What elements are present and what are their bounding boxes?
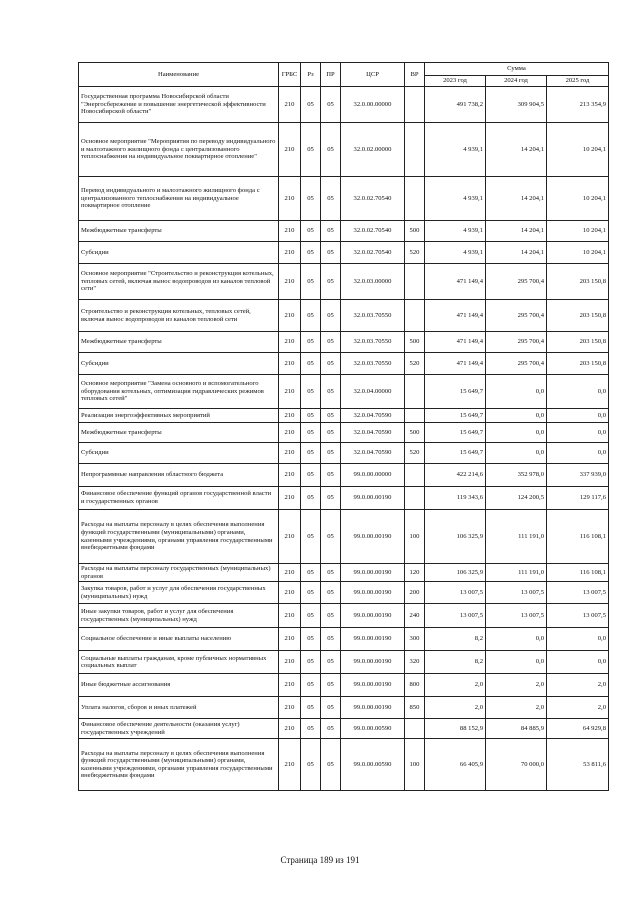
row-name: Государственная программа Новосибирской области "Энергосбережение и повышение энергетической эффективности Новосибирской области" xyxy=(79,87,279,123)
row-grbs: 210 xyxy=(279,582,301,604)
row-amount-2024: 295 700,4 xyxy=(486,264,547,300)
row-csr: 32.0.02.70540 xyxy=(341,177,405,221)
row-csr: 99.0.00.00190 xyxy=(341,510,405,564)
row-csr: 99.0.00.00190 xyxy=(341,564,405,582)
row-amount-2023: 13 007,5 xyxy=(425,604,486,628)
row-vr xyxy=(405,719,425,739)
row-name: Уплата налогов, сборов и иных платежей xyxy=(79,697,279,719)
row-grbs: 210 xyxy=(279,332,301,353)
row-amount-2024: 84 885,9 xyxy=(486,719,547,739)
row-grbs: 210 xyxy=(279,697,301,719)
row-vr: 300 xyxy=(405,628,425,651)
row-name: Социальные выплаты гражданам, кроме публичных нормативных социальных выплат xyxy=(79,651,279,674)
row-csr: 99.0.00.00190 xyxy=(341,697,405,719)
row-amount-2025: 10 204,1 xyxy=(547,177,609,221)
table-row xyxy=(79,123,609,177)
row-vr xyxy=(405,487,425,510)
table-row xyxy=(79,221,609,242)
row-pr: 05 xyxy=(321,375,341,409)
row-csr: 32.0.02.70540 xyxy=(341,242,405,264)
row-amount-2024: 0,0 xyxy=(486,443,547,464)
row-amount-2025: 203 150,8 xyxy=(547,300,609,332)
row-name: Непрограммные направления областного бюджета xyxy=(79,464,279,487)
row-csr: 99.0.00.00190 xyxy=(341,628,405,651)
row-amount-2023: 2,0 xyxy=(425,674,486,697)
row-amount-2025: 129 117,6 xyxy=(547,487,609,510)
row-rz: 05 xyxy=(301,697,321,719)
row-pr: 05 xyxy=(321,423,341,443)
row-vr: 520 xyxy=(405,353,425,375)
row-name: Межбюджетные трансферты xyxy=(79,332,279,353)
row-amount-2024: 2,0 xyxy=(486,697,547,719)
row-amount-2024: 111 191,0 xyxy=(486,510,547,564)
table-row xyxy=(79,487,609,510)
row-name: Финансовое обеспечение функций органов государственной власти и государственных органов xyxy=(79,487,279,510)
row-rz: 05 xyxy=(301,719,321,739)
row-pr: 05 xyxy=(321,242,341,264)
row-name: Иные закупки товаров, работ и услуг для обеспечения государственных (муниципальных) нужд xyxy=(79,604,279,628)
row-amount-2023: 471 149,4 xyxy=(425,353,486,375)
row-name: Социальное обеспечение и иные выплаты населению xyxy=(79,628,279,651)
row-vr xyxy=(405,464,425,487)
header-csr: ЦСР xyxy=(341,63,405,87)
header-name: Наименование xyxy=(79,63,279,87)
row-csr: 32.0.02.70540 xyxy=(341,221,405,242)
row-grbs: 210 xyxy=(279,604,301,628)
table-row xyxy=(79,719,609,739)
row-grbs: 210 xyxy=(279,651,301,674)
row-rz: 05 xyxy=(301,409,321,423)
row-grbs: 210 xyxy=(279,242,301,264)
row-amount-2025: 0,0 xyxy=(547,423,609,443)
row-grbs: 210 xyxy=(279,564,301,582)
row-rz: 05 xyxy=(301,651,321,674)
row-amount-2023: 2,0 xyxy=(425,697,486,719)
row-rz: 05 xyxy=(301,87,321,123)
row-amount-2024: 0,0 xyxy=(486,375,547,409)
row-grbs: 210 xyxy=(279,177,301,221)
row-pr: 05 xyxy=(321,487,341,510)
row-amount-2023: 15 649,7 xyxy=(425,409,486,423)
row-vr xyxy=(405,87,425,123)
header-year-2024: 2024 год xyxy=(486,76,547,87)
row-grbs: 210 xyxy=(279,409,301,423)
row-rz: 05 xyxy=(301,443,321,464)
row-name: Субсидии xyxy=(79,242,279,264)
row-vr: 120 xyxy=(405,564,425,582)
row-name: Расходы на выплаты персоналу в целях обеспечения выполнения функций государственными (муниципальными) органами, казенными учреждениями, органами управления государственными внебюджетными фондами xyxy=(79,739,279,791)
row-amount-2025: 10 204,1 xyxy=(547,221,609,242)
row-amount-2025: 116 108,1 xyxy=(547,564,609,582)
row-vr xyxy=(405,409,425,423)
row-pr: 05 xyxy=(321,628,341,651)
row-grbs: 210 xyxy=(279,674,301,697)
row-rz: 05 xyxy=(301,177,321,221)
row-amount-2025: 2,0 xyxy=(547,697,609,719)
row-name: Финансовое обеспечение деятельности (оказания услуг) государственных учреждений xyxy=(79,719,279,739)
row-grbs: 210 xyxy=(279,487,301,510)
row-rz: 05 xyxy=(301,510,321,564)
row-rz: 05 xyxy=(301,300,321,332)
row-pr: 05 xyxy=(321,564,341,582)
row-vr xyxy=(405,177,425,221)
row-name: Основное мероприятие "Мероприятия по переводу индивидуального и малоэтажного жилищного фонда с централизованного теплоснабжения на индивидуальное поквартирное отопление" xyxy=(79,123,279,177)
row-amount-2025: 203 150,8 xyxy=(547,264,609,300)
row-amount-2024: 309 904,5 xyxy=(486,87,547,123)
row-amount-2025: 203 150,8 xyxy=(547,332,609,353)
row-grbs: 210 xyxy=(279,628,301,651)
row-csr: 32.0.03.70550 xyxy=(341,353,405,375)
row-vr: 520 xyxy=(405,443,425,464)
row-amount-2023: 4 939,1 xyxy=(425,123,486,177)
row-csr: 32.0.04.70590 xyxy=(341,443,405,464)
row-grbs: 210 xyxy=(279,719,301,739)
row-name: Расходы на выплаты персоналу в целях обеспечения выполнения функций государственными (муниципальными) органами, казенными учреждениями, органами управления государственными внебюджетными фондами xyxy=(79,510,279,564)
row-amount-2025: 0,0 xyxy=(547,375,609,409)
table-row xyxy=(79,697,609,719)
row-vr xyxy=(405,123,425,177)
row-amount-2024: 70 000,0 xyxy=(486,739,547,791)
row-rz: 05 xyxy=(301,739,321,791)
row-rz: 05 xyxy=(301,582,321,604)
row-csr: 99.0.00.00190 xyxy=(341,582,405,604)
row-csr: 32.0.04.70590 xyxy=(341,423,405,443)
row-amount-2023: 4 939,1 xyxy=(425,221,486,242)
row-rz: 05 xyxy=(301,123,321,177)
row-amount-2025: 10 204,1 xyxy=(547,123,609,177)
header-sum: Сумма xyxy=(425,63,609,76)
row-rz: 05 xyxy=(301,564,321,582)
row-vr: 800 xyxy=(405,674,425,697)
row-amount-2024: 13 007,5 xyxy=(486,604,547,628)
row-name: Закупка товаров, работ и услуг для обеспечения государственных (муниципальных) нужд xyxy=(79,582,279,604)
table-row xyxy=(79,582,609,604)
row-grbs: 210 xyxy=(279,510,301,564)
row-rz: 05 xyxy=(301,221,321,242)
row-amount-2025: 13 007,5 xyxy=(547,582,609,604)
row-rz: 05 xyxy=(301,264,321,300)
row-amount-2024: 0,0 xyxy=(486,423,547,443)
row-name: Реализация энергоэффективных мероприятий xyxy=(79,409,279,423)
row-amount-2025: 213 354,9 xyxy=(547,87,609,123)
row-amount-2025: 64 929,8 xyxy=(547,719,609,739)
row-amount-2025: 10 204,1 xyxy=(547,242,609,264)
row-vr: 520 xyxy=(405,242,425,264)
row-name: Основное мероприятие "Строительство и реконструкция котельных, тепловых сетей, включая вынос водопроводов из каналов тепловой сети" xyxy=(79,264,279,300)
row-grbs: 210 xyxy=(279,300,301,332)
table-row xyxy=(79,464,609,487)
header-year-2023: 2023 год xyxy=(425,76,486,87)
row-pr: 05 xyxy=(321,300,341,332)
row-rz: 05 xyxy=(301,604,321,628)
table-row xyxy=(79,87,609,123)
row-vr: 320 xyxy=(405,651,425,674)
row-amount-2024: 295 700,4 xyxy=(486,300,547,332)
row-amount-2024: 124 200,5 xyxy=(486,487,547,510)
row-name: Перевод индивидуального и малоэтажного жилищного фонда с централизованного теплоснабжения на индивидуальное поквартирное отопление xyxy=(79,177,279,221)
row-amount-2024: 13 007,5 xyxy=(486,582,547,604)
row-grbs: 210 xyxy=(279,375,301,409)
row-amount-2023: 66 405,9 xyxy=(425,739,486,791)
row-rz: 05 xyxy=(301,628,321,651)
row-csr: 99.0.00.00190 xyxy=(341,604,405,628)
row-name: Основное мероприятие "Замена основного и вспомогательного оборудования котельных, оптимизация гидравлических режимов тепловых сетей" xyxy=(79,375,279,409)
row-amount-2024: 14 204,1 xyxy=(486,242,547,264)
row-amount-2023: 4 939,1 xyxy=(425,242,486,264)
row-vr: 500 xyxy=(405,332,425,353)
row-pr: 05 xyxy=(321,332,341,353)
table-row xyxy=(79,242,609,264)
table-row xyxy=(79,564,609,582)
row-grbs: 210 xyxy=(279,264,301,300)
row-pr: 05 xyxy=(321,651,341,674)
row-amount-2024: 352 978,0 xyxy=(486,464,547,487)
row-pr: 05 xyxy=(321,177,341,221)
row-name: Межбюджетные трансферты xyxy=(79,423,279,443)
row-csr: 99.0.00.00590 xyxy=(341,719,405,739)
row-grbs: 210 xyxy=(279,443,301,464)
row-amount-2025: 53 811,6 xyxy=(547,739,609,791)
row-amount-2023: 106 325,9 xyxy=(425,564,486,582)
row-csr: 99.0.00.00190 xyxy=(341,651,405,674)
row-rz: 05 xyxy=(301,375,321,409)
table-row xyxy=(79,443,609,464)
row-amount-2023: 106 325,9 xyxy=(425,510,486,564)
row-amount-2024: 14 204,1 xyxy=(486,177,547,221)
row-grbs: 210 xyxy=(279,739,301,791)
row-amount-2023: 422 214,6 xyxy=(425,464,486,487)
row-pr: 05 xyxy=(321,604,341,628)
row-csr: 32.0.00.00000 xyxy=(341,87,405,123)
row-amount-2023: 15 649,7 xyxy=(425,443,486,464)
row-pr: 05 xyxy=(321,674,341,697)
table-row xyxy=(79,628,609,651)
table-row xyxy=(79,651,609,674)
row-pr: 05 xyxy=(321,409,341,423)
row-pr: 05 xyxy=(321,739,341,791)
row-grbs: 210 xyxy=(279,87,301,123)
row-amount-2025: 2,0 xyxy=(547,674,609,697)
row-csr: 99.0.00.00190 xyxy=(341,487,405,510)
row-pr: 05 xyxy=(321,510,341,564)
row-amount-2024: 0,0 xyxy=(486,628,547,651)
row-pr: 05 xyxy=(321,264,341,300)
row-amount-2024: 2,0 xyxy=(486,674,547,697)
header-vr: ВР xyxy=(405,63,425,87)
row-amount-2025: 337 939,0 xyxy=(547,464,609,487)
row-rz: 05 xyxy=(301,487,321,510)
table-row xyxy=(79,375,609,409)
row-grbs: 210 xyxy=(279,123,301,177)
row-vr: 100 xyxy=(405,510,425,564)
row-amount-2025: 0,0 xyxy=(547,443,609,464)
row-amount-2023: 8,2 xyxy=(425,628,486,651)
row-grbs: 210 xyxy=(279,353,301,375)
table-row xyxy=(79,300,609,332)
row-vr xyxy=(405,375,425,409)
row-pr: 05 xyxy=(321,443,341,464)
table-row xyxy=(79,604,609,628)
row-amount-2023: 8,2 xyxy=(425,651,486,674)
row-amount-2023: 471 149,4 xyxy=(425,264,486,300)
row-amount-2025: 0,0 xyxy=(547,409,609,423)
header-rz: Рз xyxy=(301,63,321,87)
row-rz: 05 xyxy=(301,464,321,487)
row-amount-2024: 295 700,4 xyxy=(486,332,547,353)
header-pr: ПР xyxy=(321,63,341,87)
table-row xyxy=(79,177,609,221)
row-csr: 99.0.00.00590 xyxy=(341,739,405,791)
budget-table xyxy=(78,62,609,791)
row-csr: 32.0.03.00000 xyxy=(341,264,405,300)
row-amount-2024: 111 191,0 xyxy=(486,564,547,582)
row-rz: 05 xyxy=(301,242,321,264)
row-name: Субсидии xyxy=(79,353,279,375)
table-body xyxy=(79,87,609,791)
row-csr: 99.0.00.00190 xyxy=(341,674,405,697)
row-csr: 32.0.02.00000 xyxy=(341,123,405,177)
row-pr: 05 xyxy=(321,123,341,177)
row-amount-2025: 0,0 xyxy=(547,628,609,651)
row-pr: 05 xyxy=(321,697,341,719)
table-row xyxy=(79,353,609,375)
row-amount-2023: 15 649,7 xyxy=(425,423,486,443)
row-amount-2025: 116 108,1 xyxy=(547,510,609,564)
row-grbs: 210 xyxy=(279,423,301,443)
table-row xyxy=(79,409,609,423)
row-amount-2025: 13 007,5 xyxy=(547,604,609,628)
row-amount-2024: 0,0 xyxy=(486,651,547,674)
row-amount-2024: 295 700,4 xyxy=(486,353,547,375)
header-year-2025: 2025 год xyxy=(547,76,609,87)
row-csr: 32.0.04.70590 xyxy=(341,409,405,423)
row-pr: 05 xyxy=(321,221,341,242)
row-pr: 05 xyxy=(321,353,341,375)
row-name: Субсидии xyxy=(79,443,279,464)
row-amount-2023: 13 007,5 xyxy=(425,582,486,604)
row-grbs: 210 xyxy=(279,221,301,242)
page-number: Страница 189 из 191 xyxy=(280,855,360,865)
row-pr: 05 xyxy=(321,582,341,604)
row-pr: 05 xyxy=(321,87,341,123)
row-amount-2024: 14 204,1 xyxy=(486,221,547,242)
row-vr: 500 xyxy=(405,423,425,443)
row-pr: 05 xyxy=(321,464,341,487)
row-vr: 850 xyxy=(405,697,425,719)
row-csr: 99.0.00.00000 xyxy=(341,464,405,487)
row-name: Расходы на выплаты персоналу государственных (муниципальных) органов xyxy=(79,564,279,582)
row-pr: 05 xyxy=(321,719,341,739)
row-amount-2025: 203 150,8 xyxy=(547,353,609,375)
row-rz: 05 xyxy=(301,353,321,375)
table-row xyxy=(79,423,609,443)
row-vr: 500 xyxy=(405,221,425,242)
header-grbs: ГРБС xyxy=(279,63,301,87)
row-amount-2023: 491 738,2 xyxy=(425,87,486,123)
row-csr: 32.0.03.70550 xyxy=(341,300,405,332)
row-amount-2025: 0,0 xyxy=(547,651,609,674)
row-amount-2023: 471 149,4 xyxy=(425,300,486,332)
row-name: Межбюджетные трансферты xyxy=(79,221,279,242)
row-amount-2023: 4 939,1 xyxy=(425,177,486,221)
table-row xyxy=(79,264,609,300)
row-amount-2023: 88 152,9 xyxy=(425,719,486,739)
table-row xyxy=(79,674,609,697)
row-amount-2023: 119 343,6 xyxy=(425,487,486,510)
row-rz: 05 xyxy=(301,674,321,697)
row-amount-2023: 471 149,4 xyxy=(425,332,486,353)
row-vr xyxy=(405,264,425,300)
row-vr: 200 xyxy=(405,582,425,604)
row-amount-2024: 14 204,1 xyxy=(486,123,547,177)
row-amount-2023: 15 649,7 xyxy=(425,375,486,409)
row-vr: 240 xyxy=(405,604,425,628)
row-rz: 05 xyxy=(301,423,321,443)
table-row xyxy=(79,510,609,564)
table-row xyxy=(79,332,609,353)
row-vr: 100 xyxy=(405,739,425,791)
table-row xyxy=(79,739,609,791)
row-name: Иные бюджетные ассигнования xyxy=(79,674,279,697)
row-csr: 32.0.04.00000 xyxy=(341,375,405,409)
row-name: Строительство и реконструкция котельных, тепловых сетей, включая вынос водопроводов из каналов тепловой сети xyxy=(79,300,279,332)
row-csr: 32.0.03.70550 xyxy=(341,332,405,353)
row-amount-2024: 0,0 xyxy=(486,409,547,423)
row-grbs: 210 xyxy=(279,464,301,487)
row-vr xyxy=(405,300,425,332)
row-rz: 05 xyxy=(301,332,321,353)
